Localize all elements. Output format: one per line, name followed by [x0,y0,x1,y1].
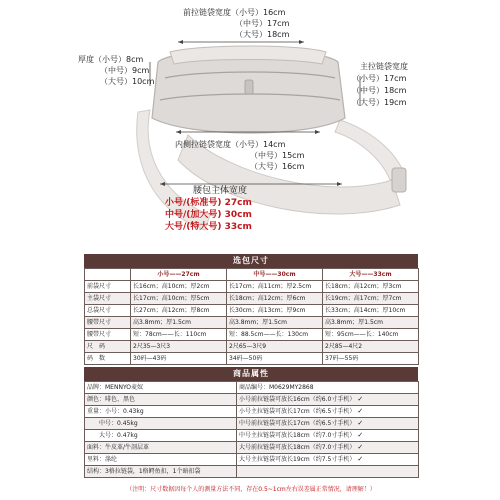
table-row [85,329,419,341]
attr-right-text: 中号前拉链袋可放长17cm（约6.5寸手机） [239,420,356,427]
attr-right-cell [237,430,419,442]
attr-right-text: 中号主拉链袋可放长18cm（约7.0寸手机） [239,432,356,439]
size-cell: 37码—55码 [323,353,419,365]
attr-right-cell [237,442,419,454]
body-width-title: 腰包主体宽度 [193,186,248,196]
row-label: 码 数 [85,353,131,365]
body-width-large: 大号/(特大号) 33cm [165,222,252,232]
table-row [85,454,419,466]
inner-zip-large: （大号）16cm [250,162,305,171]
attr-right-cell [237,454,419,466]
size-cell: 34码—50码 [227,353,323,365]
table-row [85,341,419,353]
body-width-medium: 中号/(加大号) 30cm [165,210,252,220]
inner-zip-medium: （中号）15cm [250,151,305,160]
attr-left-cell: 中号：0.45kg [85,418,237,430]
attr-table [84,381,419,478]
size-table-header: 选包尺寸 [84,254,418,268]
attr-right-text: 小号主拉链袋可放长17cm（约6.5寸手机） [239,408,356,415]
table-row [85,466,419,478]
table-row [85,430,419,442]
attr-left-cell: 大号：0.47kg [85,430,237,442]
body-width-small: 小号/(标准号) 27cm [165,198,252,208]
front-zip-title: 前拉链袋宽度（小号）16cm [183,8,286,17]
front-zip-medium: （中号）17cm [235,19,290,28]
checkmark-icon: ✓ [357,431,364,439]
table-row [85,293,419,305]
table-row [85,281,419,293]
attr-table-section [84,367,418,478]
attr-right-text: 大号前拉链袋可放长18cm（约7.0寸手机） [239,444,356,451]
size-cell: 长18cm；高12cm；厚3cm [323,281,419,293]
size-cell: 30码—43码 [131,353,227,365]
main-zip-small: （小号）17cm [352,74,407,83]
table-row [85,305,419,317]
checkmark-icon: ✓ [357,455,364,463]
size-cell: 2尺85—4尺2 [323,341,419,353]
inner-zip-title: 内侧拉链袋宽度（小号）14cm [175,140,286,149]
size-cell: 2尺35—3尺3 [131,341,227,353]
size-cell: 短：95cm——长：140cm [323,329,419,341]
size-cell: 高3.8mm；厚1.5cm [131,317,227,329]
table-row [85,317,419,329]
table-row [85,394,419,406]
bag-diagram [0,0,500,248]
main-zip-title: 主拉链袋宽度 [360,62,408,71]
row-label: 腰带尺寸 [85,329,131,341]
size-cell: 短：78cm——长：110cm [131,329,227,341]
size-cell: 长16cm；高10cm；厚2cm [131,281,227,293]
row-label: 前袋尺寸 [85,281,131,293]
attr-left-cell: 颜色：啡色、黑色 [85,394,237,406]
table-row [85,442,419,454]
row-label: 总袋尺寸 [85,305,131,317]
attr-right-cell [237,394,419,406]
attr-left-cell: 结构：3格拉链袋，1格鳄鱼扣，1个暗扣袋 [85,466,237,478]
table-row [85,418,419,430]
row-label: 腰带尺寸 [85,317,131,329]
attr-right-cell [237,406,419,418]
size-cell: 长27cm；高12cm；厚8cm [131,305,227,317]
thickness-small: 厚度（小号）8cm [78,55,144,64]
attr-right-text: 商品编号：M0629MY2868 [239,383,314,391]
attr-left-cell: 里料：涤纶 [85,454,237,466]
size-cell: 短：88.5cm——长：130cm [227,329,323,341]
attr-right-cell [237,418,419,430]
checkmark-icon: ✓ [357,395,364,403]
attr-left-cell: 面料：牛皮革/牛剖层革 [85,442,237,454]
row-label: 尺 码 [85,341,131,353]
attr-table-header: 商品属性 [84,367,418,381]
attr-right-text: 小号前拉链袋可放长16cm（约6.0寸手机） [239,396,356,403]
size-cell: 长17cm；高11cm；厚2.5cm [227,281,323,293]
attr-left-cell: 品牌：MENNYO麦奴 [85,382,237,394]
table-row [85,382,419,394]
main-zip-medium: （中号）18cm [352,86,407,95]
attr-right-cell [237,466,419,478]
measurement-note: （注明：尺寸数据因每个人的测量方法不同，存在0.5~1cm左右误差属正常情况，请理解！） [126,486,376,493]
column-header-cell [85,269,131,281]
size-cell: 长19cm；高17cm；厚7cm [323,293,419,305]
checkmark-icon: ✓ [357,443,364,451]
thickness-large: （大号）10cm [100,77,155,86]
size-cell: 长18cm；高12cm；厚6cm [227,293,323,305]
front-zip-large: （大号）18cm [235,30,290,39]
thickness-medium: （中号）9cm [100,66,150,75]
size-cell: 长30cm；高13cm；厚9cm [227,305,323,317]
size-cell: 长17cm；高10cm；厚5cm [131,293,227,305]
table-row [85,353,419,365]
checkmark-icon: ✓ [357,419,364,427]
column-header-cell: 大号——33cm [323,269,419,281]
size-cell: 高3.8mm；厚1.5cm [323,317,419,329]
table-row [85,406,419,418]
column-header-cell: 中号——30cm [227,269,323,281]
size-cell: 长33cm；高14cm；厚10cm [323,305,419,317]
size-table-column-header [85,269,419,281]
column-header-cell: 小号——27cm [131,269,227,281]
size-cell: 高3.8mm；厚1.5cm [227,317,323,329]
main-zip-large: （大号）19cm [352,98,407,107]
size-cell: 2尺65—3尺9 [227,341,323,353]
size-table-section [84,254,418,365]
attr-right-cell [237,382,419,394]
checkmark-icon: ✓ [357,407,364,415]
attr-left-cell: 重量：小号：0.43kg [85,406,237,418]
size-table [84,268,419,365]
row-label: 主袋尺寸 [85,293,131,305]
attr-right-text: 大号主拉链袋可放长19cm（约7.5寸手机） [239,456,356,463]
